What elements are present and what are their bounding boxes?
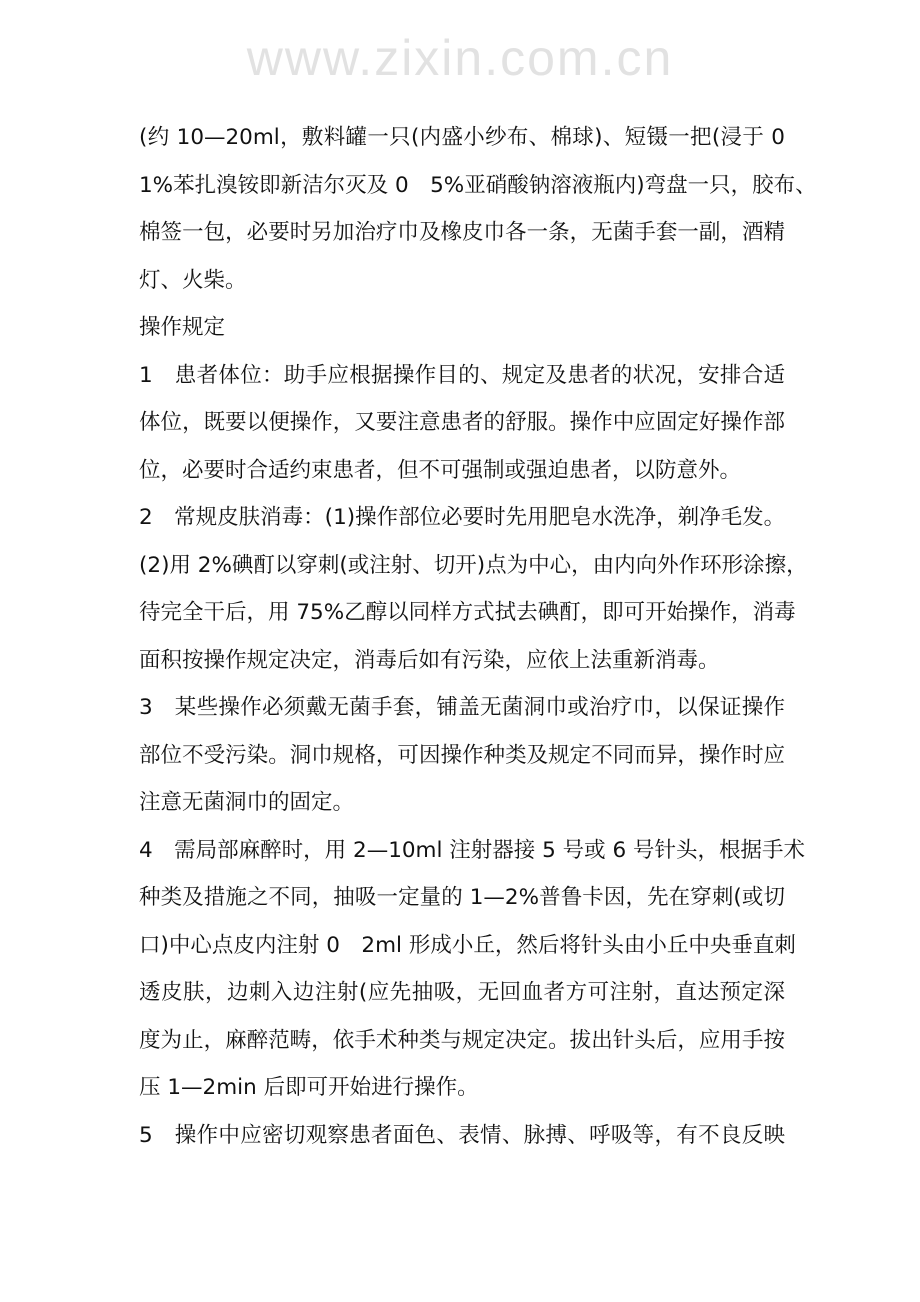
text-line: 透皮肤，边刺入边注射(应先抽吸，无回血者方可注射，直达预定深	[139, 980, 785, 1005]
text-line: 注意无菌洞巾的固定。	[139, 790, 355, 815]
text-line: 2 常规皮肤消毒：(1)操作部位必要时先用肥皂水洗净，剃净毛发。	[139, 505, 786, 530]
text-line: 压 1—2min 后即可开始进行操作。	[139, 1075, 479, 1100]
watermark: www.zixin.com.cn	[246, 30, 674, 86]
text-line: 度为止，麻醉范畴，依手术种类与规定决定。拔出针头后，应用手按	[139, 1027, 785, 1053]
text-line: 面积按操作规定决定，消毒后如有污染，应依上法重新消毒。	[139, 647, 720, 673]
text-line: 口)中心点皮内注射 0 2ml 形成小丘，然后将针头由小丘中央垂直刺	[139, 932, 796, 958]
text-line: 棉签一包，必要时另加治疗巾及橡皮巾各一条，无菌手套一副，酒精	[139, 220, 785, 245]
document-body	[139, 114, 817, 1159]
text-line: 3 某些操作必须戴无菌手套，铺盖无菌洞巾或治疗巾，以保证操作	[139, 695, 785, 720]
text-line: 种类及措施之不同，抽吸一定量的 1—2%普鲁卡因，先在穿刺(或切	[139, 885, 785, 910]
text-line: 体位，既要以便操作，又要注意患者的舒服。操作中应固定好操作部	[139, 410, 785, 435]
text-line: 1%苯扎溴铵即新洁尔灭及 0 5%亚硝酸钠溶液瓶内)弯盘一只，胶布、	[139, 172, 817, 198]
text-line: 部位不受污染。洞巾规格，可因操作种类及规定不同而异，操作时应	[139, 742, 785, 768]
text-line: 灯、火柴。	[139, 267, 247, 293]
text-line: 待完全干后，用 75%乙醇以同样方式拭去碘酊，即可开始操作，消毒	[139, 600, 796, 625]
text-line: 操作规定	[139, 315, 226, 340]
text-line: 1 患者体位：助手应根据操作目的、规定及患者的状况，安排合适	[139, 362, 785, 388]
text-line: 4 需局部麻醉时，用 2—10ml 注射器接 5 号或 6 号针头，根据手术	[139, 837, 805, 863]
text-line: 位，必要时合适约束患者，但不可强制或强迫患者，以防意外。	[139, 457, 742, 483]
text-line: (约 10—20ml，敷料罐一只(内盛小纱布、棉球)、短镊一把(浸于 0	[139, 125, 785, 150]
text-line: 5 操作中应密切观察患者面色、表情、脉搏、呼吸等，有不良反映	[139, 1122, 785, 1148]
text-line: (2)用 2%碘酊以穿刺(或注射、切开)点为中心，由内向外作环形涂擦，	[139, 552, 808, 578]
